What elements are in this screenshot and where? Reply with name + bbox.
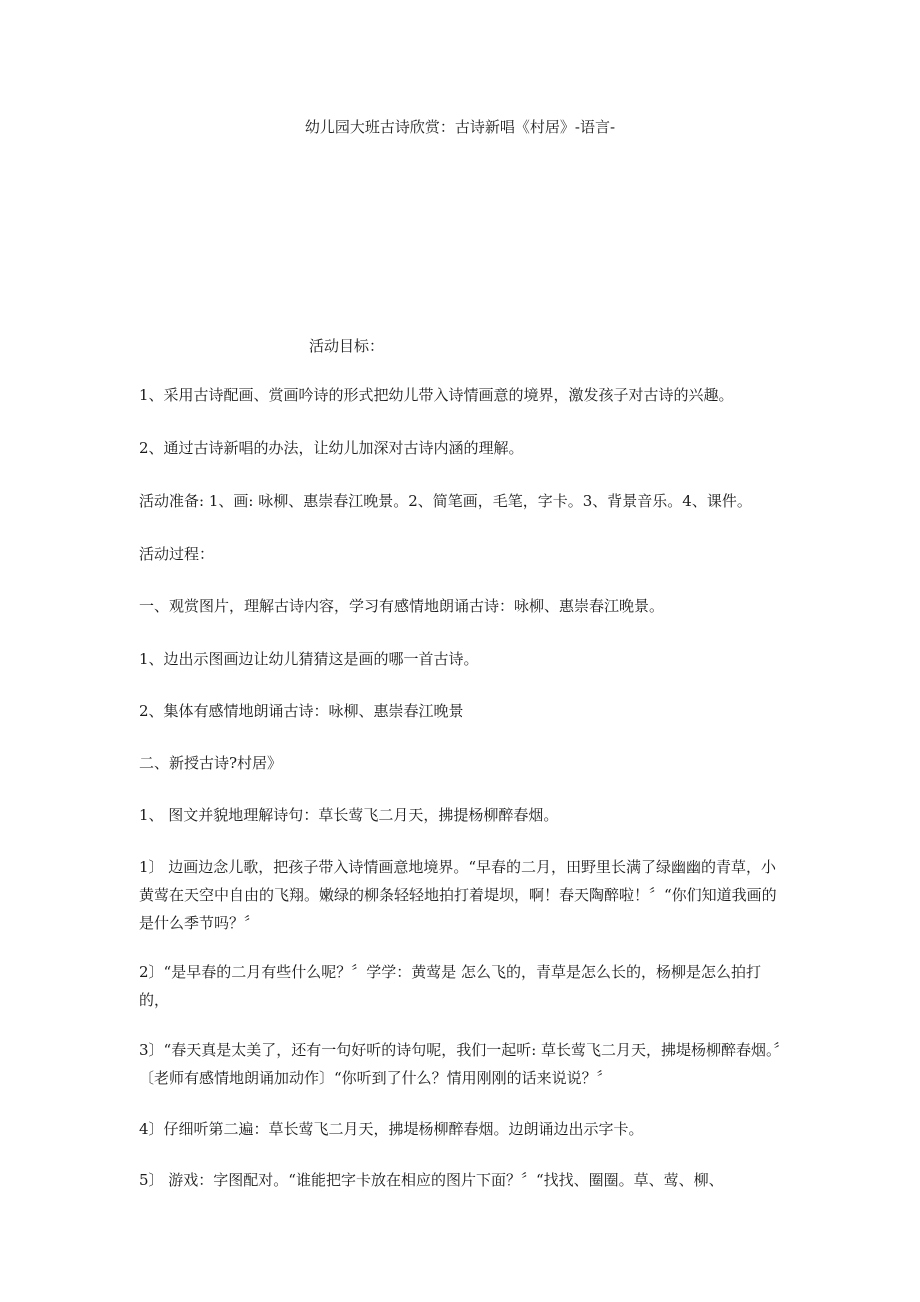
paragraph: 一、观赏图片，理解古诗内容，学习有感情地朗诵古诗：咏柳、惠崇春江晚景。 xyxy=(139,597,665,615)
paragraph: 5〕 游戏：字图配对。“谁能把字卡放在相应的图片下面？〞“找找、圈圈。草、莺、柳、 xyxy=(139,1171,724,1189)
document-title: 幼儿园大班古诗欣赏：古诗新唱《村居》-语言- xyxy=(304,118,616,136)
paragraph: 1、边出示图画边让幼儿猜猜这是画的哪一首古诗。 xyxy=(139,650,479,668)
paragraph: 二、新授古诗?村居》 xyxy=(139,754,283,772)
paragraph: 活动过程： xyxy=(139,545,215,563)
paragraph: 3〕“春天真是太美了，还有一句好听的诗句呢，我们一起听: 草长莺飞二月天，拂堤杨柳醉春烟。〞〔老师有感情地朗诵加动作〕“你听到了什么？情用刚刚的话来说说？〞 xyxy=(139,1041,789,1087)
paragraph: 2〕“是早春的二月有些什么呢？〞学学：黄莺是 怎么飞的，青草是怎么长的，杨柳是怎么拍打的， xyxy=(139,963,761,1009)
paragraph: 1、 图文并貌地理解诗句：草长莺飞二月天，拂提杨柳醉春烟。 xyxy=(139,806,559,824)
paragraph: 2、通过古诗新唱的办法，让幼儿加深对古诗内涵的理解。 xyxy=(139,439,524,457)
paragraph: 1〕 边画边念儿歌，把孩子带入诗情画意地境界。“早春的二月，田野里长满了绿幽幽的青草，小黄莺在天空中自由的飞翔。嫩绿的柳条轻轻地拍打着堤坝，啊！春天陶醉啦！〞“你们知道我画的是什么季节吗？〞 xyxy=(139,858,777,932)
paragraph: 4〕仔细听第二遍：草长莺飞二月天，拂堤杨柳醉春烟。边朗诵边出示字卡。 xyxy=(139,1120,644,1138)
paragraph: 2、集体有感情地朗诵古诗：咏柳、惠崇春江晚景 xyxy=(139,702,464,720)
goal-heading: 活动目标： xyxy=(309,337,385,355)
paragraph: 1、采用古诗配画、赏画吟诗的形式把幼儿带入诗情画意的境界，激发孩子对古诗的兴趣。 xyxy=(139,386,734,404)
paragraph: 活动准备: 1、画: 咏柳、惠崇春江晚景。2、简笔画，毛笔，字卡。3、背景音乐。4、课件。 xyxy=(139,492,752,510)
